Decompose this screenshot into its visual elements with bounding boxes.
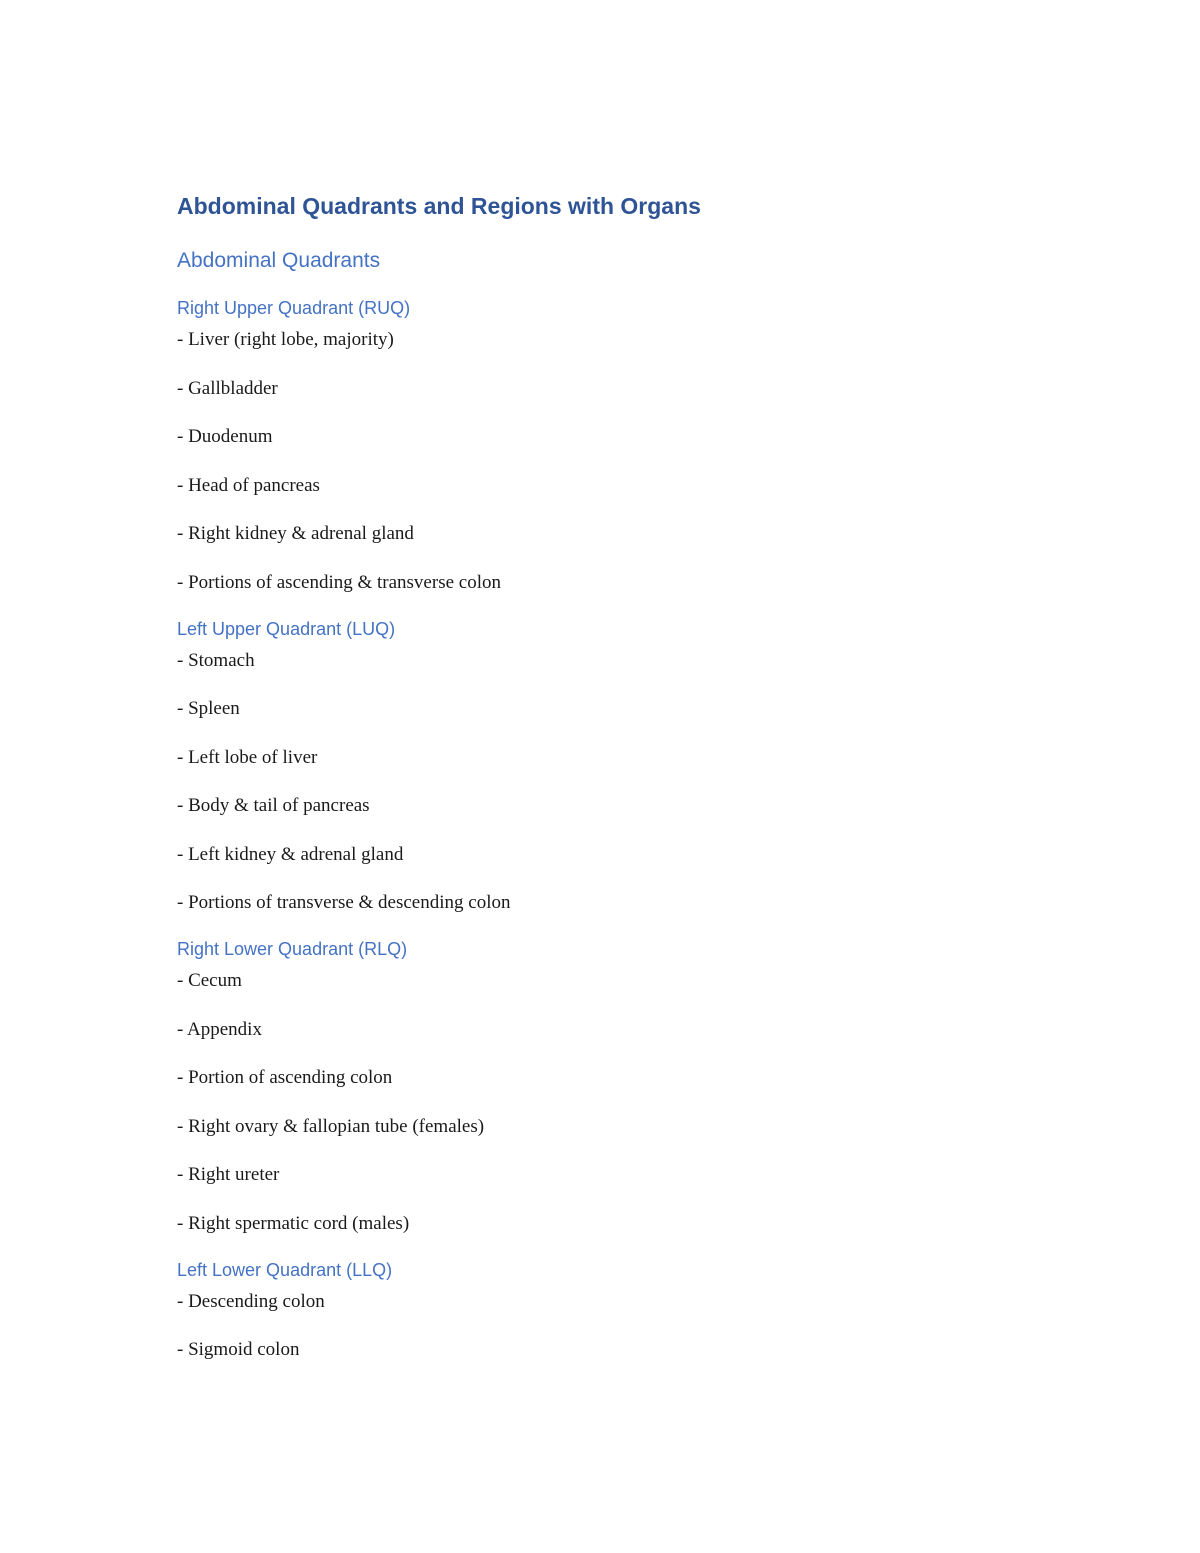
quadrant-ruq [177,293,1077,598]
list-item: - Stomach [177,649,255,671]
organ-list [177,1286,1077,1366]
section-heading-abdominal-quadrants: Abdominal Quadrants [177,249,381,272]
list-item: - Portions of transverse & descending colon [177,892,511,913]
list-item: - Right kidney & adrenal gland [177,523,414,544]
list-item: - Right spermatic cord (males) [177,1212,410,1234]
list-item: - Cecum [177,970,242,991]
list-item: - Gallbladder [177,377,278,399]
list-item: - Spleen [177,698,240,719]
list-item: - Portion of ascending colon [177,1067,393,1088]
quadrant-heading: Left Upper Quadrant (LUQ) [177,618,396,639]
list-item: - Liver (right lobe, majority) [177,329,394,350]
list-item: - Portions of ascending & transverse colon [177,571,501,593]
document-title: Abdominal Quadrants and Regions with Organs [177,193,701,219]
list-item: - Left lobe of liver [177,746,318,768]
quadrant-heading: Right Lower Quadrant (RLQ) [177,939,408,959]
quadrant-rlq [177,934,1077,1239]
organ-list [177,965,1077,1239]
list-item: - Right ovary & fallopian tube (females) [177,1115,485,1137]
organ-list [177,645,1077,919]
list-item: - Body & tail of pancreas [177,795,370,816]
list-item: - Sigmoid colon [177,1339,300,1360]
list-item: - Right ureter [177,1164,280,1185]
list-item: - Duodenum [177,426,273,447]
quadrant-heading: Right Upper Quadrant (RUQ) [177,298,411,318]
quadrant-luq [177,614,1077,919]
list-item: - Left kidney & adrenal gland [177,843,404,865]
list-item: - Appendix [177,1018,262,1040]
quadrant-heading: Left Lower Quadrant (LLQ) [177,1259,393,1280]
list-item: - Head of pancreas [177,474,320,496]
list-item: - Descending colon [177,1290,325,1312]
quadrant-llq [177,1255,1077,1366]
document-body [177,188,1077,1365]
organ-list [177,324,1077,598]
